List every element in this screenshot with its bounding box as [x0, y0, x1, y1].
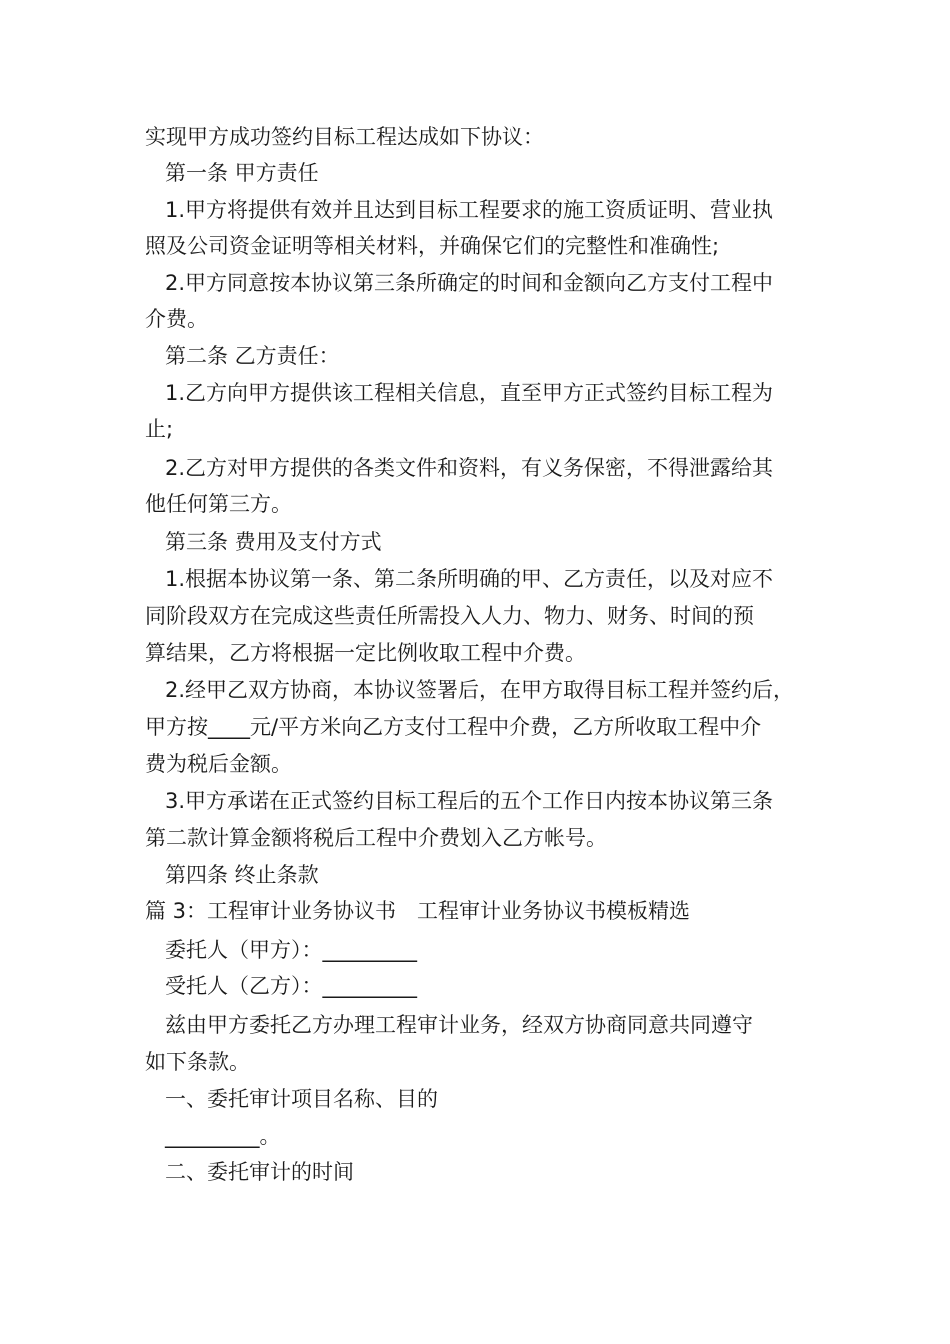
client-party-line: 委托人（甲方）：_________ — [165, 938, 417, 962]
text-line: 费为税后金额。 — [145, 752, 292, 776]
text-line: 第二款计算金额将税后工程中介费划入乙方帐号。 — [145, 826, 607, 850]
text-line: 1.根据本协议第一条、第二条所明确的甲、乙方责任，以及对应不 — [165, 567, 774, 591]
text-line: 兹由甲方委托乙方办理工程审计业务，经双方协商同意共同遵守 — [165, 1013, 753, 1037]
text-line: 3.甲方承诺在正式签约目标工程后的五个工作日内按本协议第三条 — [165, 789, 774, 813]
text-line: 2.甲方同意按本协议第三条所确定的时间和金额向乙方支付工程中 — [165, 271, 774, 295]
text-line: 如下条款。 — [145, 1050, 250, 1074]
article-heading: 第一条 甲方责任 — [165, 161, 319, 185]
article-heading: 第三条 费用及支付方式 — [165, 530, 382, 554]
text-line: 甲方按____元/平方米向乙方支付工程中介费，乙方所收取工程中介 — [145, 715, 762, 739]
blank-line: _________。 — [165, 1124, 281, 1148]
section-title: 篇 3：工程审计业务协议书 工程审计业务协议书模板精选 — [145, 899, 691, 923]
text-line: 2.乙方对甲方提供的各类文件和资料，有义务保密，不得泄露给其 — [165, 456, 774, 480]
text-line: 他任何第三方。 — [145, 492, 292, 516]
text-line: 照及公司资金证明等相关材料，并确保它们的完整性和准确性; — [145, 234, 720, 258]
article-heading: 一、委托审计项目名称、目的 — [165, 1087, 438, 1111]
text-line: 1.乙方向甲方提供该工程相关信息，直至甲方正式签约目标工程为 — [165, 381, 774, 405]
text-line: 同阶段双方在完成这些责任所需投入人力、物力、财务、时间的预 — [145, 604, 754, 628]
text-line: 介费。 — [145, 307, 208, 331]
article-heading: 二、委托审计的时间 — [165, 1160, 354, 1184]
text-line: 1.甲方将提供有效并且达到目标工程要求的施工资质证明、营业执 — [165, 198, 774, 222]
article-heading: 第四条 终止条款 — [165, 863, 319, 887]
trustee-party-line: 受托人（乙方）：_________ — [165, 974, 417, 998]
text-line: 2.经甲乙双方协商，本协议签署后，在甲方取得目标工程并签约后， — [165, 678, 795, 702]
article-heading: 第二条 乙方责任： — [165, 344, 340, 368]
text-line: 止; — [145, 417, 174, 441]
text-line: 算结果，乙方将根据一定比例收取工程中介费。 — [145, 641, 586, 665]
text-line: 实现甲方成功签约目标工程达成如下协议： — [145, 125, 544, 149]
